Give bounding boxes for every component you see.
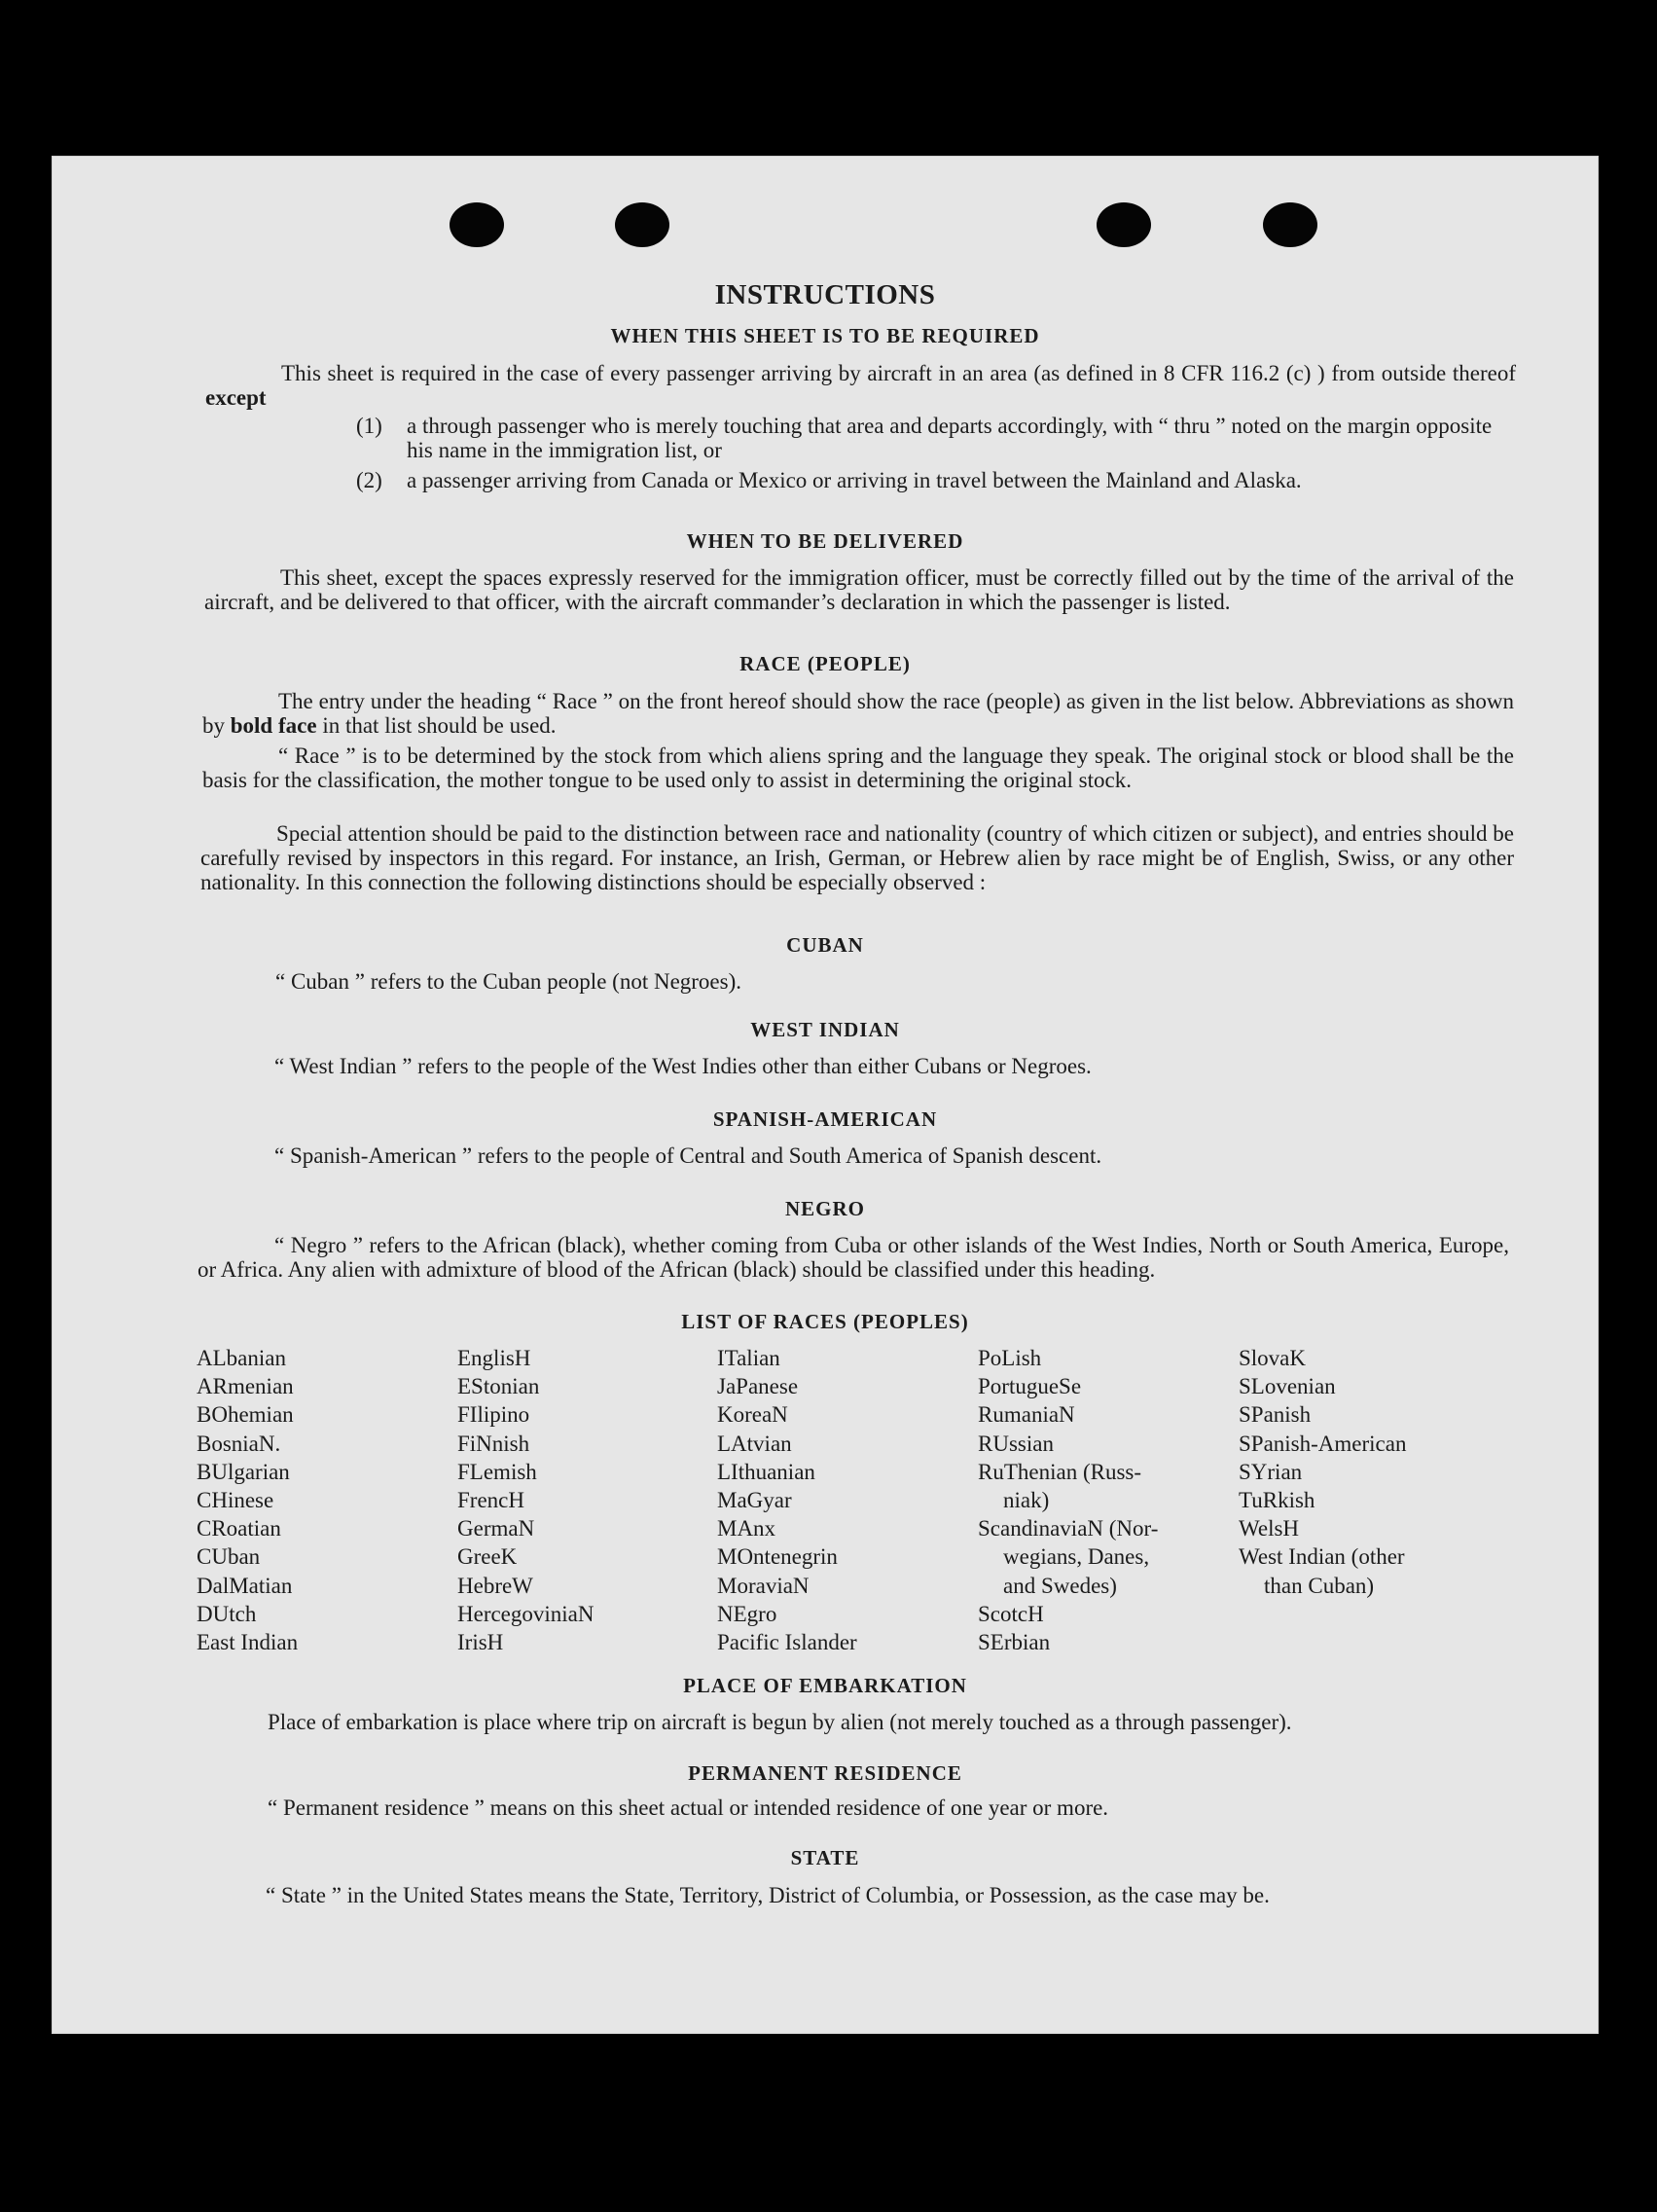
race-list-item: KoreaN [717, 1402, 788, 1428]
race-list-item: EStonian [457, 1374, 540, 1399]
race-list-item: MAnx [717, 1516, 776, 1541]
race-list-item: NEgro [717, 1601, 777, 1626]
punch-hole [615, 202, 669, 247]
race-list-item: East Indian [197, 1630, 299, 1655]
race-list-item: LIthuanian [717, 1459, 815, 1484]
race-list-item: FIlipino [457, 1402, 530, 1428]
cuban-text: “ Cuban ” refers to the Cuban people (not Negroes). [275, 969, 742, 994]
negro-text: “ Negro ” refers to the African (black), whether coming from Cuba or other islands of the West Indies, North or South America, Europe, or Africa. Any alien with admixture of blood of the African (black) should be classified under this heading. [198, 1233, 1509, 1282]
race-list-item: SYrian [1239, 1459, 1303, 1484]
races-column-4 [978, 1344, 1158, 1656]
race-list-item: BosniaN. [197, 1431, 281, 1456]
section-heading-west-indian: WEST INDIAN [750, 1018, 900, 1041]
race-list-item: and Swedes) [1003, 1573, 1117, 1598]
race-list-item: ARmenian [197, 1374, 294, 1399]
race-list-item: West Indian (other [1239, 1544, 1405, 1570]
races-column-2 [457, 1344, 594, 1656]
race-list-item: PortugueSe [978, 1374, 1082, 1399]
race-list-item: RUssian [978, 1431, 1054, 1456]
spanish-american-text: “ Spanish-American ” refers to the people of Central and South America of Spanish descent. [274, 1143, 1102, 1168]
race-list-item: ScotcH [978, 1601, 1044, 1626]
exception-item-2: a passenger arriving from Canada or Mexico or arriving in travel between the Mainland and Alaska. [407, 468, 1302, 492]
race-list-item: ITalian [717, 1346, 780, 1370]
race-list-item: WelsH [1239, 1516, 1300, 1541]
item-number: (1) [356, 414, 382, 438]
race-list-item: niak) [1003, 1488, 1050, 1513]
embarkation-text: Place of embarkation is place where trip on aircraft is begun by alien (not merely touched as a through passenger). [268, 1710, 1292, 1734]
race-list-item: FLemish [457, 1459, 537, 1484]
race-list-item: FiNnish [457, 1431, 530, 1456]
race-list-item: than Cuban) [1264, 1573, 1375, 1598]
races-column-5 [1239, 1344, 1406, 1600]
race-list-item: RuThenian (Russ- [978, 1459, 1142, 1484]
race-list-item: ScandinaviaN (Nor- [978, 1516, 1159, 1541]
punch-hole [1097, 202, 1151, 247]
race-list-item: wegians, Danes, [1003, 1544, 1150, 1570]
race-list-item: LAtvian [717, 1431, 792, 1456]
race-list-item: ALbanian [197, 1346, 286, 1370]
residence-text: “ Permanent residence ” means on this sheet actual or intended residence of one year or more. [268, 1795, 1109, 1820]
race-list-item: CRoatian [197, 1516, 281, 1541]
race-list-item: MoraviaN [717, 1573, 810, 1598]
exception-item-1: a through passenger who is merely touching that area and departs accordingly, with “ thru ” noted on the margin opposite his name in the immigration list, or [407, 414, 1493, 462]
race-list-item: BUlgarian [197, 1459, 290, 1484]
punch-hole [450, 202, 504, 247]
race-list-item: CUban [197, 1544, 261, 1570]
race-list-item: SPanish [1239, 1402, 1312, 1428]
race-paragraph-3: Special attention should be paid to the distinction between race and nationality (country of which citizen or subject), and entries should be carefully revised by inspectors in this regard. For instance, an Irish, German, or Hebrew alien by race might be of English, Swiss, or any other nationality. In this connection the following distinctions should be especially observed : [200, 821, 1514, 894]
race-list-item: RumaniaN [978, 1402, 1075, 1428]
section-heading-residence: PERMANENT RESIDENCE [688, 1761, 962, 1785]
delivered-text: This sheet, except the spaces expressly reserved for the immigration officer, must be correctly filled out by the time of the arrival of the aircraft, and be delivered to that officer, with the aircraft commander’s declaration in which the passenger is listed. [204, 565, 1514, 614]
race-list-item: BOhemian [197, 1402, 294, 1428]
race-list-item: MOntenegrin [717, 1544, 838, 1570]
race-list-item: EnglisH [457, 1346, 531, 1370]
race-list-item: IrisH [457, 1630, 504, 1655]
race-list-item: TuRkish [1239, 1488, 1315, 1513]
item-number: (2) [356, 468, 382, 492]
race-list-item: HebreW [457, 1573, 533, 1598]
race-list-item: SErbian [978, 1630, 1051, 1655]
section-heading-cuban: CUBAN [786, 933, 864, 957]
race-list-item: MaGyar [717, 1488, 792, 1513]
race-list-item: JaPanese [717, 1374, 799, 1399]
section-heading-required: WHEN THIS SHEET IS TO BE REQUIRED [610, 324, 1040, 347]
race-paragraph-2: “ Race ” is to be determined by the stock from which aliens spring and the language they speak. The original stock or blood shall be the basis for the classification, the mother tongue to be used only to assist in determining the original stock. [202, 743, 1514, 792]
race-list-item: HercegoviniaN [457, 1601, 594, 1626]
section-heading-delivered: WHEN TO BE DELIVERED [686, 529, 964, 553]
race-list-item: GreeK [457, 1544, 518, 1570]
west-indian-text: “ West Indian ” refers to the people of the West Indies other than either Cubans or Negroes. [274, 1054, 1092, 1078]
state-text: “ State ” in the United States means the State, Territory, District of Columbia, or Possession, as the case may be. [266, 1883, 1270, 1907]
required-intro: This sheet is required in the case of every passenger arriving by aircraft in an area (as defined in 8 CFR 116.2 (c) ) from outside thereof except [205, 361, 1516, 410]
section-heading-negro: NEGRO [784, 1197, 865, 1220]
section-heading-state: STATE [790, 1846, 860, 1869]
race-list-item: DUtch [197, 1601, 257, 1626]
race-list-item: SLovenian [1239, 1374, 1336, 1399]
race-paragraph-1: The entry under the heading “ Race ” on the front hereof should show the race (people) as given in the list below. Abbreviations as shown by bold face in that list should be used. [202, 689, 1514, 738]
section-heading-spanish-american: SPANISH-AMERICAN [712, 1107, 938, 1131]
race-list-item: DalMatian [197, 1573, 293, 1598]
race-list-item: PoLish [978, 1346, 1042, 1370]
race-list-item: CHinese [197, 1488, 274, 1513]
page-title: INSTRUCTIONS [714, 279, 936, 310]
race-list-item: SlovaK [1239, 1346, 1306, 1370]
race-list-item: FrencH [457, 1488, 524, 1513]
race-list-item: Pacific Islander [717, 1630, 857, 1655]
section-heading-races-list: LIST OF RACES (PEOPLES) [681, 1310, 969, 1333]
section-heading-embarkation: PLACE OF EMBARKATION [683, 1674, 967, 1697]
races-column-1 [197, 1344, 298, 1656]
punch-hole [1263, 202, 1317, 247]
section-heading-race: RACE (PEOPLE) [739, 652, 911, 675]
document-sheet [52, 156, 1599, 2034]
race-list-item: GermaN [457, 1516, 535, 1541]
races-column-3 [717, 1344, 857, 1656]
race-list-item: SPanish-American [1239, 1431, 1407, 1456]
